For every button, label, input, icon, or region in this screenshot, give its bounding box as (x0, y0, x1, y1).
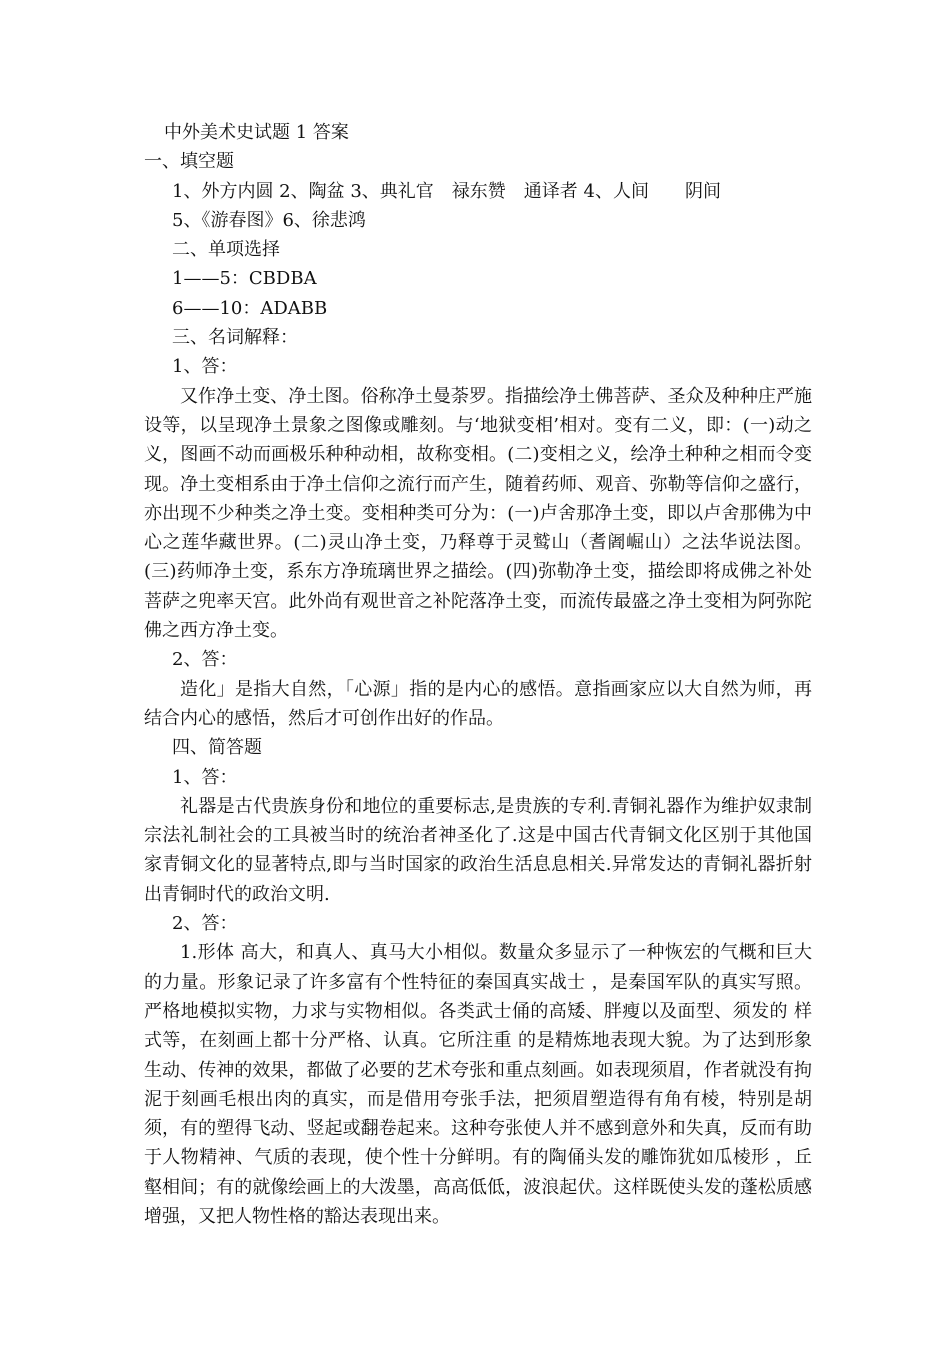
term-question-1-label: 1、答： (172, 356, 238, 378)
term-question-1-answer: 又作净土变、净土图。俗称净土曼荼罗。指描绘净土佛菩萨、圣众及种种庄严施设等，以呈现净土景象之图像或雕刻。与‘地狱变相’相对。变有二义，即：(一)动之义，图画不动而画极乐种种动相，故称变相。(二)变相之义，绘净土种种之相而令变现。净土变相系由于净土信仰之流行而产生，随着药师、观音、弥勒等信仰之盛行，亦出现不少种类之净土变。变相种类可分为：(一)卢舍那净土变，即以卢舍那佛为中心之莲华藏世界。(二)灵山净土变，乃释尊于灵鹫山（耆阇崛山）之法华说法图。(三)药师净土变，系东方净琉璃世界之描绘。(四)弥勒净土变，描绘即将成佛之补处菩萨之兜率天宫。此外尚有观世音之补陀落净土变，而流传最盛之净土变相为阿弥陀佛之西方净土变。 (144, 385, 812, 642)
short-answer-2-label: 2、答： (172, 913, 238, 935)
short-answer-2-text: 1.形体 高大，和真人、真马大小相似。数量众多显示了一种恢宏的气概和巨大的力量。形象记录了许多富有个性特征的秦国真实战士 ，是秦国军队的真实写照。严格地模拟实物，力求与实物相似。各类武士俑的高矮、胖瘦以及面型、须发的 样式等，在刻画上都十分严格、认真。它所注重 的是精炼地表现大貌。为了达到形象生动、传神的效果，都做了必要的艺术夸张和重点刻画。如表现须眉，作者就没有拘泥于刻画毛根出肉的真实，而是借用夸张手法，把须眉塑造得有角有棱，特别是胡须，有的塑得飞动、竖起或翻卷起来。这种夸张使人并不感到意外和失真，反而有助于人物精神、气质的表现，使个性十分鲜明。有的陶俑头发的雕饰犹如瓜棱形 ，丘壑相间；有的就像绘画上的大泼墨，高高低低，波浪起伏。这样既使头发的蓬松质感增强，又把人物性格的豁达表现出来。 (144, 942, 812, 1227)
section-heading-term-explanation: 三、名词解释： (172, 327, 298, 349)
section-heading-fill-blank: 一、填空题 (144, 151, 234, 173)
single-choice-answers-1-5: 1——5：CBDBA (172, 268, 317, 290)
term-question-2-answer: 造化」是指大自然，「心源」指的是内心的感悟。意指画家应以大自然为师，再结合内心的感悟，然后才可创作出好的作品。 (144, 678, 812, 729)
single-choice-answers-6-10: 6——10：ADABB (172, 297, 328, 319)
document-page (144, 118, 812, 1231)
short-answer-1-text: 礼器是古代贵族身份和地位的重要标志,是贵族的专利.青铜礼器作为维护奴隶制宗法礼制社会的工具被当时的统治者神圣化了.这是中国古代青铜文化区别于其他国家青铜文化的显著特点,即与当时国家的政治生活息息相关.异常发达的青铜礼器折射出青铜时代的政治文明. (144, 795, 812, 905)
term-question-2-label: 2、答： (172, 649, 238, 671)
fill-blank-answers-line-1: 1、外方内圆 2、陶盆 3、典礼官 禄东赞 通译者 4、人间 阴间 (172, 180, 721, 202)
fill-blank-answers-line-2: 5、《游春图》6、徐悲鸿 (172, 209, 366, 231)
document-title: 中外美术史试题 1 答案 (164, 122, 349, 143)
section-heading-single-choice: 二、单项选择 (172, 239, 280, 261)
short-answer-1-label: 1、答： (172, 766, 238, 788)
section-heading-short-answer: 四、简答题 (172, 737, 262, 759)
